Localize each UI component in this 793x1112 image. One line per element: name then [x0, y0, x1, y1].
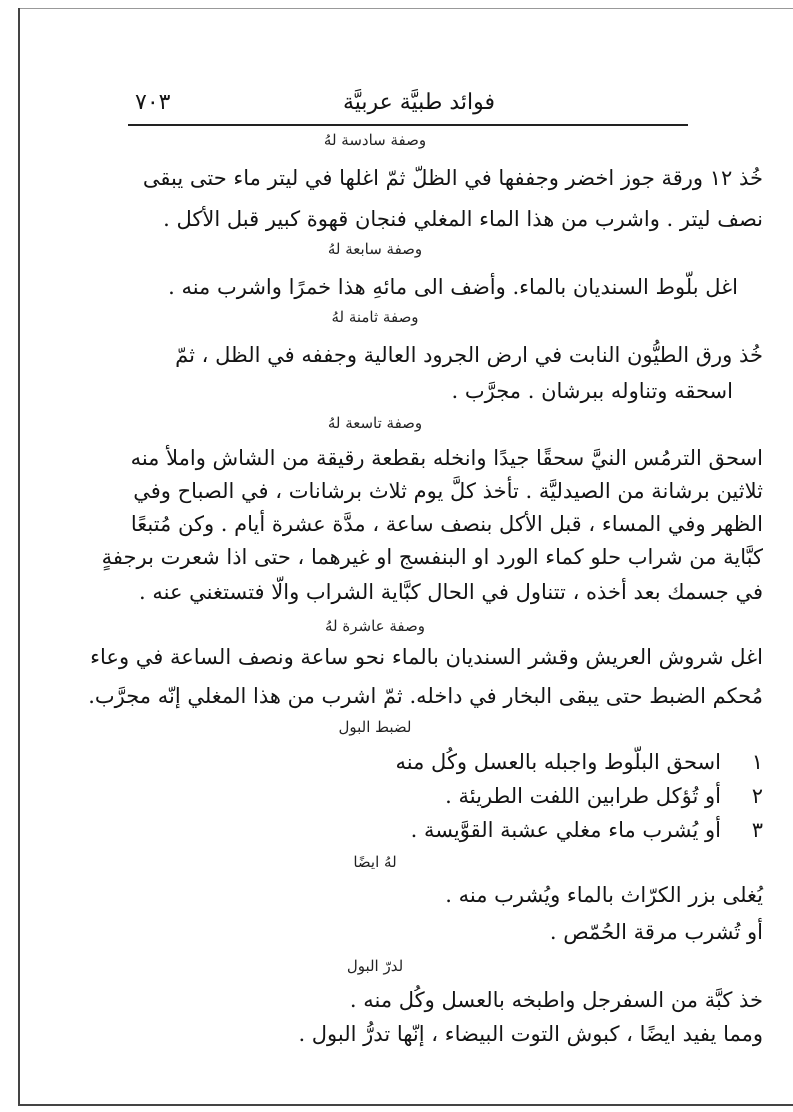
running-title: فوائد طبيَّة عربيَّة	[342, 90, 495, 115]
section-heading: لهُ ايضًا	[353, 853, 397, 871]
page-number: ٧٠٣	[135, 90, 171, 115]
page-edge-top	[18, 8, 793, 9]
text-line: نصف ليتر . واشرب من هذا الماء المغلي فنجان قهوة كبير قبل الأكل .	[163, 207, 763, 231]
header-rule	[128, 124, 688, 126]
text-line: مُحكم الضبط حتى يبقى البخار في داخله. ثمّ اشرب من هذا المغلي إنّه مجرَّب.	[88, 684, 763, 708]
numbered-item-number: ٣	[751, 818, 763, 842]
text-line: الظهر وفي المساء ، قبل الأكل بنصف ساعة ، مدَّة عشرة أيام . وكن مُتبعًا	[130, 512, 763, 536]
section-heading: وصفة عاشرة لهُ	[325, 617, 425, 635]
page-edge-bottom	[18, 1104, 793, 1106]
text-line: اغل بلّوط السنديان بالماء. وأضف الى مائهِ هذا خمرًا واشرب منه .	[168, 275, 738, 299]
numbered-item-number: ١	[751, 750, 763, 774]
section-heading: لدرّ البول	[346, 957, 404, 975]
page-edge-left	[18, 8, 20, 1104]
text-line: اسحق الترمُس النيَّ سحقًا جيدًا وانخله بقطعة رقيقة من الشاش واملأ منه	[130, 446, 763, 470]
text-line: خُذ ورق الطيُّون النابت في ارض الجرود العالية وجففه في الظل ، ثمّ	[175, 343, 763, 367]
section-heading: وصفة تاسعة لهُ	[327, 414, 423, 432]
section-heading: وصفة ثامنة لهُ	[331, 308, 419, 326]
numbered-item-text: اسحق البلّوط واجبله بالعسل وكُل منه	[395, 750, 721, 774]
text-line: خذ كبَّة من السفرجل واطبخه بالعسل وكُل منه .	[349, 988, 763, 1012]
text-line: ومما يفيد ايضًا ، كبوش التوت البيضاء ، إنّها تدرُّ البول .	[298, 1022, 763, 1046]
text-line: اسحقه وتناوله ببرشان . مجرَّب .	[451, 379, 733, 403]
numbered-item-text: أو يُشرب ماء مغلي عشبة القوَّيسة .	[410, 818, 721, 842]
section-heading: وصفة سادسة لهُ	[323, 131, 427, 149]
text-line: ثلاثين برشانة من الصيدليَّة . تأخذ كلَّ يوم ثلاث برشانات ، في الصباح وفي	[133, 479, 763, 503]
page-header	[125, 84, 685, 124]
text-line: أو تُشرب مرقة الحُمّص .	[549, 920, 763, 944]
numbered-item-text: أو تُؤكل طرابين اللفت الطريئة .	[445, 784, 721, 808]
text-line: في جسمك بعد أخذه ، تتناول في الحال كبَّاية الشراب والّا فتستغني عنه .	[139, 580, 763, 604]
section-heading: وصفة سابعة لهُ	[327, 240, 423, 258]
numbered-item-number: ٢	[751, 784, 763, 808]
text-line: يُغلى بزر الكرّاث بالماء ويُشرب منه .	[445, 883, 763, 907]
section-heading: لضبط البول	[338, 718, 412, 736]
text-line: خُذ ١٢ ورقة جوز اخضر وجففها في الظلّ ثمّ اغلها في ليتر ماء حتى يبقى	[142, 166, 763, 190]
text-line: كبَّاية من شراب حلو كماء الورد او البنفسج او غيرهما ، حتى اذا شعرت برجفةٍ	[101, 545, 763, 569]
text-line: اغل شروش العريش وقشر السنديان بالماء نحو ساعة ونصف الساعة في وعاء	[90, 645, 763, 669]
